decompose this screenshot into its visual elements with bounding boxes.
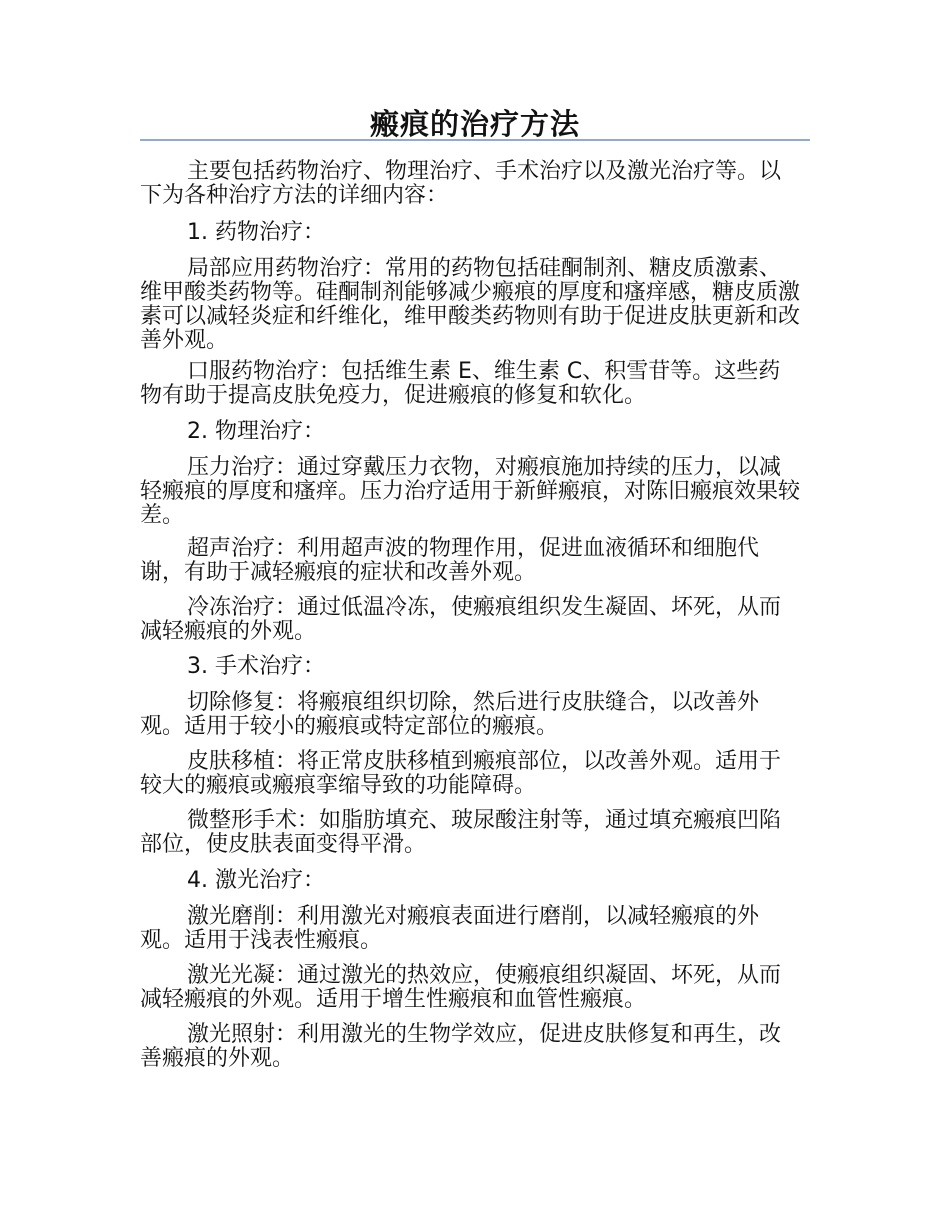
paragraph-pressure-therapy: 压力治疗：通过穿戴压力衣物，对瘢痕施加持续的压力，以减轻瘢痕的厚度和瘙痒。压力治疗适用于新鲜瘢痕，对陈旧瘢痕效果较差。 <box>140 455 801 528</box>
section-heading-laser: 4. 激光治疗： <box>187 868 325 893</box>
intro-paragraph: 主要包括药物治疗、物理治疗、手术治疗以及激光治疗等。以下为各种治疗方法的详细内容： <box>140 159 782 208</box>
paragraph-topical-drug: 局部应用药物治疗：常用的药物包括硅酮制剂、糖皮质激素、维甲酸类药物等。硅酮制剂能够减少瘢痕的厚度和瘙痒感，糖皮质激素可以减轻炎症和纤维化，维甲酸类药物则有助于促进皮肤更新和改善外观。 <box>140 256 801 353</box>
document-title: 瘢痕的治疗方法 <box>369 107 580 141</box>
paragraph-micro-surgery: 微整形手术：如脂肪填充、玻尿酸注射等，通过填充瘢痕凹陷部位，使皮肤表面变得平滑。 <box>140 808 782 857</box>
paragraph-skin-graft: 皮肤移植：将正常皮肤移植到瘢痕部位，以改善外观。适用于较大的瘢痕或瘢痕挛缩导致的功能障碍。 <box>140 749 782 798</box>
paragraph-ultrasound-therapy: 超声治疗：利用超声波的物理作用，促进血液循环和细胞代谢，有助于减轻瘢痕的症状和改善外观。 <box>140 536 760 585</box>
paragraph-laser-ablation: 激光磨削：利用激光对瘢痕表面进行磨削，以减轻瘢痕的外观。适用于浅表性瘢痕。 <box>140 904 760 953</box>
title-underline <box>140 139 810 141</box>
section-heading-drug: 1. 药物治疗： <box>187 220 325 245</box>
paragraph-excision-repair: 切除修复：将瘢痕组织切除，然后进行皮肤缝合，以改善外观。适用于较小的瘢痕或特定部位的瘢痕。 <box>140 690 760 739</box>
paragraph-laser-irradiation: 激光照射：利用激光的生物学效应，促进皮肤修复和再生，改善瘢痕的外观。 <box>140 1022 782 1071</box>
section-heading-surgery: 3. 手术治疗： <box>187 654 325 679</box>
section-heading-physical: 2. 物理治疗： <box>187 419 325 444</box>
paragraph-oral-drug: 口服药物治疗：包括维生素 E、维生素 C、积雪苷等。这些药物有助于提高皮肤免疫力，促进瘢痕的修复和软化。 <box>140 359 781 408</box>
paragraph-cryotherapy: 冷冻治疗：通过低温冷冻，使瘢痕组织发生凝固、坏死，从而减轻瘢痕的外观。 <box>140 595 782 644</box>
paragraph-laser-photocoagulation: 激光光凝：通过激光的热效应，使瘢痕组织凝固、坏死，从而减轻瘢痕的外观。适用于增生性瘢痕和血管性瘢痕。 <box>140 963 782 1012</box>
